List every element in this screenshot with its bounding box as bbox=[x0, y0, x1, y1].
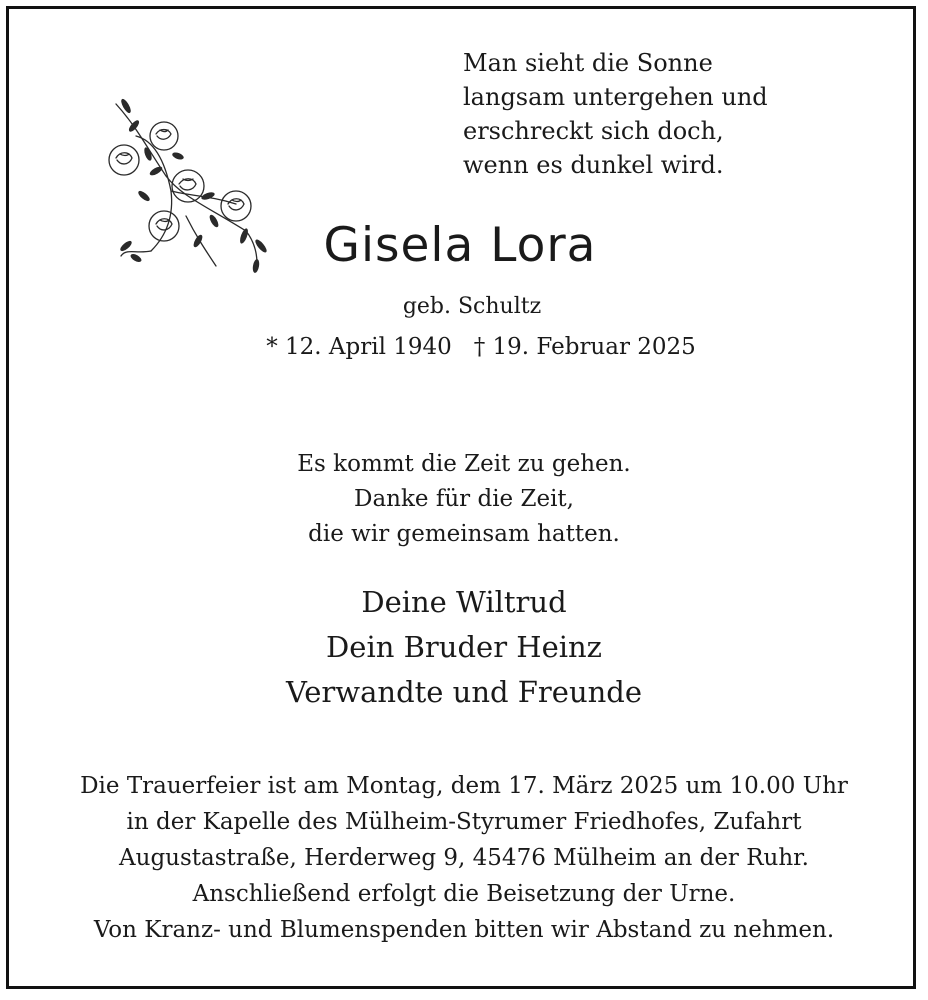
opening-poem bbox=[463, 46, 768, 182]
poem-line: erschreckt sich doch, bbox=[463, 117, 724, 145]
life-dates: * 12. April 1940 † 19. Februar 2025 bbox=[266, 334, 696, 360]
poem-line: Man sieht die Sonne bbox=[463, 49, 713, 77]
notice-line: Anschließend erfolgt die Beisetzung der Urne. bbox=[192, 881, 736, 907]
mourner-line: Dein Bruder Heinz bbox=[326, 630, 602, 664]
farewell-verse bbox=[0, 447, 928, 552]
mourner-line: Deine Wiltrud bbox=[361, 585, 567, 619]
funeral-notice bbox=[0, 768, 928, 948]
verse-line: die wir gemeinsam hatten. bbox=[308, 521, 620, 547]
mourners bbox=[0, 580, 928, 715]
mourner-line: Verwandte und Freunde bbox=[285, 675, 643, 709]
notice-line: Die Trauerfeier ist am Montag, dem 17. März 2025 um 10.00 Uhr bbox=[80, 773, 848, 799]
poem-line: langsam untergehen und bbox=[463, 83, 768, 111]
verse-line: Es kommt die Zeit zu gehen. bbox=[297, 451, 631, 477]
poem-line: wenn es dunkel wird. bbox=[463, 151, 724, 179]
birth-name: geb. Schultz bbox=[402, 294, 542, 319]
deceased-name: Gisela Lora bbox=[323, 218, 597, 273]
notice-line: in der Kapelle des Mülheim-Styrumer Friedhofes, Zufahrt bbox=[126, 809, 802, 835]
notice-line: Augustastraße, Herderweg 9, 45476 Mülheim an der Ruhr. bbox=[119, 845, 809, 871]
notice-line: Von Kranz- und Blumenspenden bitten wir Abstand zu nehmen. bbox=[93, 917, 835, 943]
verse-line: Danke für die Zeit, bbox=[354, 486, 574, 512]
